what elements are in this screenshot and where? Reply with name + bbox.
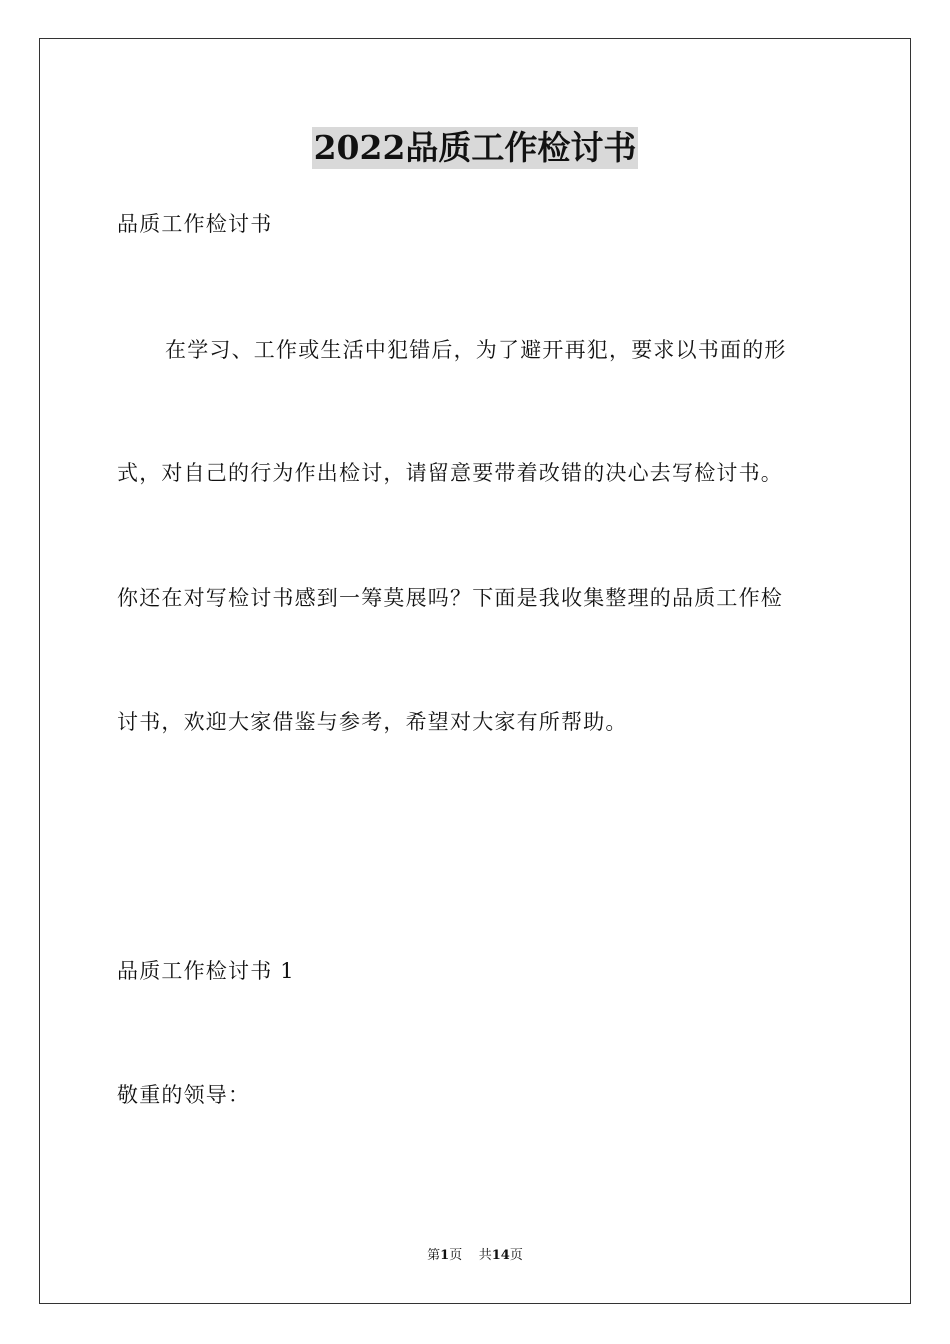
intro-line-3: 你还在对写检讨书感到一筹莫展吗？下面是我收集整理的品质工作检 xyxy=(117,586,783,610)
footer-page-prefix: 第 xyxy=(427,1248,441,1263)
page-footer xyxy=(0,1247,950,1265)
salutation: 敬重的领导： xyxy=(117,1083,251,1107)
footer-total-prefix: 共 xyxy=(478,1248,492,1263)
section-heading: 品质工作检讨书 1 xyxy=(117,959,295,983)
intro-line-1: 在学习、工作或生活中犯错后，为了避开再犯，要求以书面的形 xyxy=(165,338,787,362)
title-container xyxy=(0,127,950,169)
footer-total-pages: 14 xyxy=(491,1248,510,1263)
intro-line-4: 讨书，欢迎大家借鉴与参考，希望对大家有所帮助。 xyxy=(117,710,628,734)
footer-page-suffix: 页 xyxy=(449,1248,463,1263)
document-title: 2022品质工作检讨书 xyxy=(313,128,637,167)
footer-page-number: 1 xyxy=(440,1248,450,1263)
footer-total-suffix: 页 xyxy=(509,1248,523,1263)
document-subtitle: 品质工作检讨书 xyxy=(117,212,273,236)
intro-line-2: 式，对自己的行为作出检讨，请留意要带着改错的决心去写检讨书。 xyxy=(117,461,783,485)
